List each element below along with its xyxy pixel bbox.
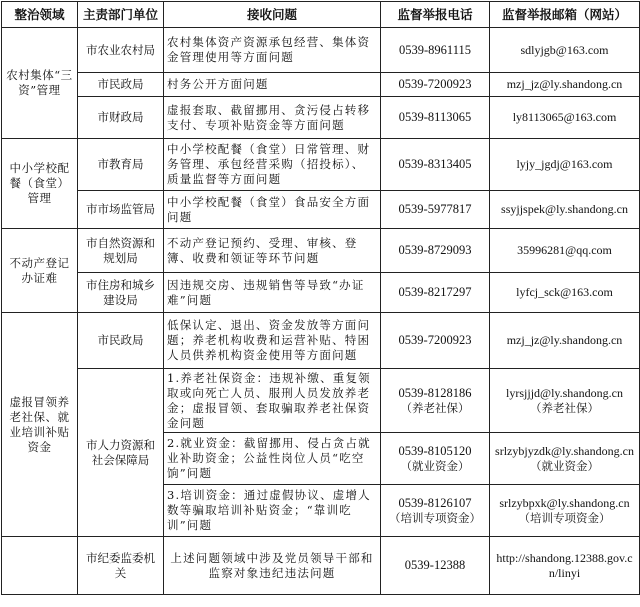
dept-cell: 市自然资源和规划局 — [78, 229, 164, 273]
issue-cell: 低保认定、退出、资金发放等方面问题；养老机构收费和运营补贴、特困人员供养机构资金使用等方面问题 — [164, 313, 381, 369]
supervision-table — [1, 1, 640, 595]
phone-number: 0539-8128186 — [398, 385, 472, 400]
header-mail: 监督举报邮箱（网站） — [490, 2, 640, 28]
area-cell: 农村集体“三资”管理 — [2, 28, 78, 139]
phone-number: 0539-8105120 — [398, 443, 472, 458]
dept-cell: 市财政局 — [78, 97, 164, 139]
mail-note: （养老社保） — [530, 400, 599, 415]
phone-cell: 0539-12388 — [381, 537, 490, 595]
table-row — [2, 28, 640, 73]
mail-cell: mzj_jz@ly.shandong.cn — [490, 73, 640, 97]
phone-cell: 0539-5977817 — [381, 191, 490, 229]
area-cell: 中小学校配餐（食堂）管理 — [2, 139, 78, 229]
issue-cell: 3.培训资金：通过虚假协议、虚增人数等骗取培训补贴资金；“靠训吃训”问题 — [164, 485, 381, 537]
mail-note: （培训专项资金） — [518, 510, 611, 525]
phone-cell: 0539-8217297 — [381, 273, 490, 313]
phone-cell: 0539-8729093 — [381, 229, 490, 273]
issue-cell: 村务公开方面问题 — [164, 73, 381, 97]
table-row — [2, 73, 640, 97]
table-row — [2, 229, 640, 273]
header-phone: 监督举报电话 — [381, 2, 490, 28]
header-dept: 主责部门单位 — [78, 2, 164, 28]
phone-cell: 0539-8961115 — [381, 28, 490, 73]
mail-cell: lyjy_jgdj@163.com — [490, 139, 640, 191]
mail-cell: ssyjjspek@ly.shandong.cn — [490, 191, 640, 229]
mail-cell: sdlyjgb@163.com — [490, 28, 640, 73]
area-cell: 不动产登记办证难 — [2, 229, 78, 313]
issue-cell: 不动产登记预约、受理、审核、登簿、收费和领证等环节问题 — [164, 229, 381, 273]
dept-cell: 市农业农村局 — [78, 28, 164, 73]
phone-cell: 0539-8113065 — [381, 97, 490, 139]
issue-cell: 2.就业资金：截留挪用、侵占贪占就业补助资金；公益性岗位人员“吃空饷”问题 — [164, 433, 381, 485]
mail-note: （就业资金） — [530, 458, 599, 473]
mail-cell: 35996281@qq.com — [490, 229, 640, 273]
table-row — [2, 97, 640, 139]
phone-cell: 0539-8313405 — [381, 139, 490, 191]
phone-cell: 0539-7200923 — [381, 313, 490, 369]
mail-address: lyrsjjjd@ly.shandong.cn — [506, 385, 623, 400]
dept-cell: 市市场监管局 — [78, 191, 164, 229]
mail-cell: http://shandong.12388.gov.cn/linyi — [490, 537, 640, 595]
dept-cell: 市教育局 — [78, 139, 164, 191]
dept-cell: 市民政局 — [78, 313, 164, 369]
issue-cell: 中小学校配餐（食堂）日常管理、财务管理、承包经营采购（招投标）、质量监督等方面问题 — [164, 139, 381, 191]
table-row — [2, 139, 640, 191]
mail-cell — [490, 433, 640, 485]
header-area: 整治领域 — [2, 2, 78, 28]
issue-cell: 虚报套取、截留挪用、贪污侵占转移支付、专项补贴资金等方面问题 — [164, 97, 381, 139]
dept-cell: 市人力资源和社会保障局 — [78, 369, 164, 537]
issue-cell: 上述问题领域中涉及党员领导干部和监察对象违纪违法问题 — [164, 537, 381, 595]
mail-cell: lyfcj_sck@163.com — [490, 273, 640, 313]
table-row — [2, 369, 640, 433]
table-row — [2, 273, 640, 313]
issue-cell: 因违规交房、违规销售等导致“办证难”问题 — [164, 273, 381, 313]
issue-cell: 中小学校配餐（食堂）食品安全方面问题 — [164, 191, 381, 229]
phone-cell — [381, 433, 490, 485]
area-cell-empty — [2, 537, 78, 595]
mail-cell — [490, 369, 640, 433]
dept-cell: 市民政局 — [78, 73, 164, 97]
phone-cell — [381, 485, 490, 537]
phone-number: 0539-8126107 — [398, 495, 472, 510]
phone-cell: 0539-7200923 — [381, 73, 490, 97]
table-row — [2, 537, 640, 595]
issue-cell: 农村集体资产资源承包经营、集体资金管理使用等方面问题 — [164, 28, 381, 73]
mail-cell: ly8113065@163.com — [490, 97, 640, 139]
phone-note: （培训专项资金） — [389, 510, 481, 525]
dept-cell: 市纪委监委机关 — [78, 537, 164, 595]
dept-cell: 市住房和城乡建设局 — [78, 273, 164, 313]
table-row — [2, 191, 640, 229]
issue-cell: 1.养老社保资金：违规补缴、重复领取或向死亡人员、服刑人员发放养老金；虚报冒领、套取骗取养老社保资金问题 — [164, 369, 381, 433]
phone-note: （养老社保） — [400, 400, 470, 415]
phone-note: （就业资金） — [400, 458, 470, 473]
mail-cell — [490, 485, 640, 537]
header-issue: 接收问题 — [164, 2, 381, 28]
phone-cell — [381, 369, 490, 433]
header-row — [2, 2, 640, 28]
area-cell: 虚报冒领养老社保、就业培训补贴资金 — [2, 313, 78, 537]
mail-address: srlzybjyzdk@ly.shandong.cn — [495, 443, 634, 458]
table-row — [2, 313, 640, 369]
mail-address: srlzybpxk@ly.shandong.cn — [499, 495, 630, 510]
mail-cell: mzj_jz@ly.shandong.cn — [490, 313, 640, 369]
